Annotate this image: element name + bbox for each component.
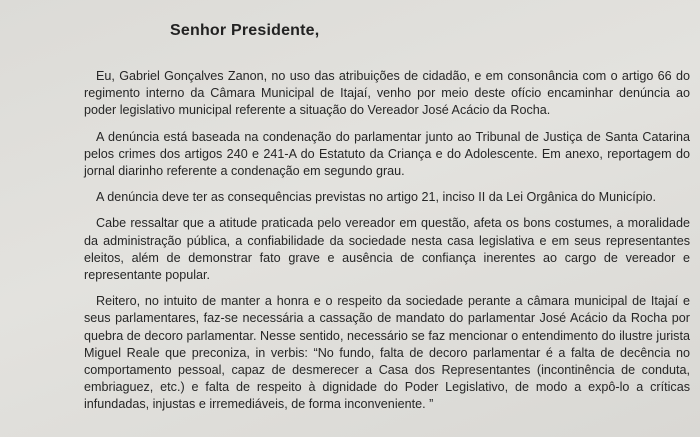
paragraph-request: Reitero, no intuito de manter a honra e o respeito da sociedade perante a câmara municipal de Itajaí e seus parlamentares, faz-se necessária a cassação de mandato do parlamentar José Acácio da Rocha por quebra de decoro parlamentar. Nesse sentido, necessário se faz mencionar o entendimento do ilustre jurista Miguel Reale que preconiza, in verbis: “No fundo, falta de decoro parlamentar é a falta de decência no comportamento pessoal, capaz de desmerecer a Casa dos Representantes (incontinência de conduta, embriaguez, etc.) e falta de respeito à dignidade do Poder Legislativo, de modo a expô-lo a críticas infundadas, injustas e irremediáveis, de forma inconveniente. ” [84,294,690,412]
paragraph-considerations: Cabe ressaltar que a atitude praticada pelo vereador em questão, afeta os bons costumes, a moralidade da administração pública, a confiabilidade da sociedade nesta casa legislativa e em seus representantes eleitos, além de demonstrar fato grave e ausência de confiança inerentes ao cargo de vereador e representante popular. [84,216,690,283]
document-body [84,68,690,414]
salutation-heading: Senhor Presidente, [170,22,320,39]
paragraph-introduction: Eu, Gabriel Gonçalves Zanon, no uso das atribuições de cidadão, e em consonância com o artigo 66 do regimento interno da Câmara Municipal de Itajaí, venho por meio deste ofício encaminhar denúncia ao poder legislativo municipal referente a situação do Vereador José Acácio da Rocha. [84,69,690,118]
paragraph-basis: A denúncia está baseada na condenação do parlamentar junto ao Tribunal de Justiça de Santa Catarina pelos crimes dos artigos 240 e 241-A do Estatuto da Criança e do Adolescente. Em anexo, reportagem do jornal diarinho referente a condenação em segundo grau. [84,129,690,179]
paragraph-consequences: A denúncia deve ter as consequências previstas no artigo 21, inciso II da Lei Orgânica do Município. [96,190,657,205]
